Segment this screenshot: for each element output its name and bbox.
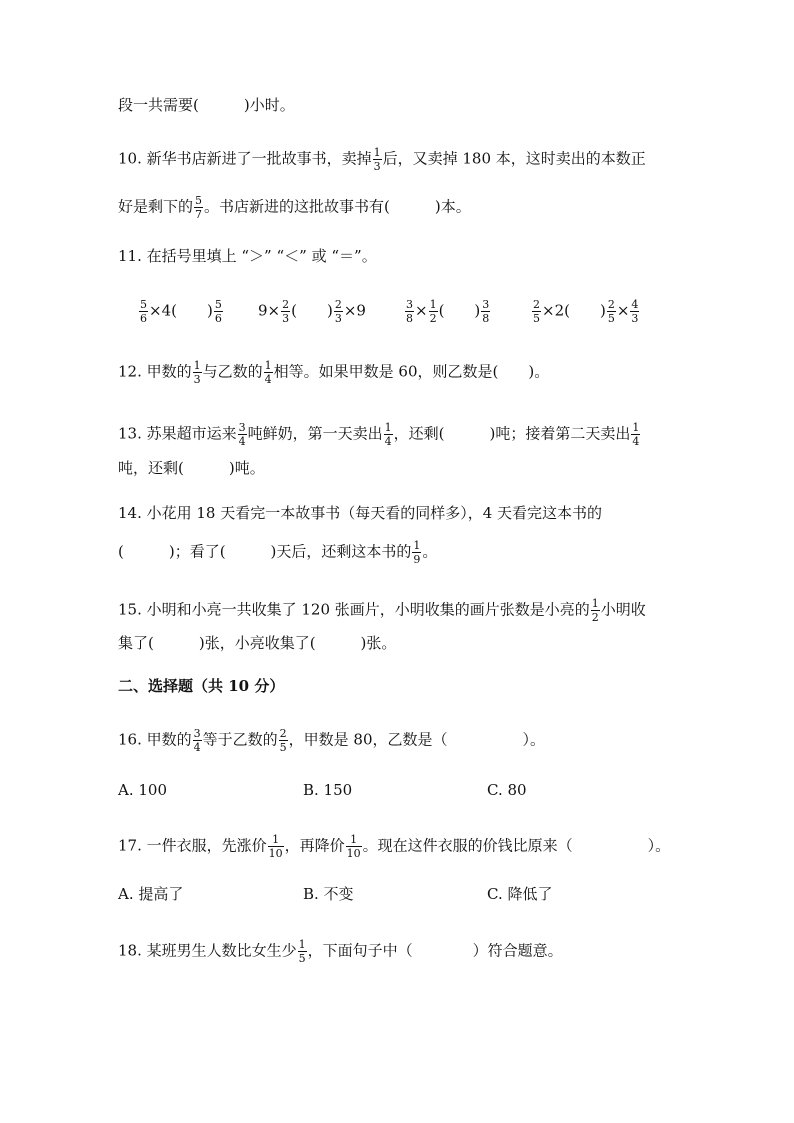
option-b[interactable]: B. 不变 xyxy=(303,885,354,903)
section-heading: 二、选择题（共 10 分） xyxy=(118,677,285,695)
option-a[interactable]: A. 提高了 xyxy=(118,885,184,903)
question-15: 15. 小明和小亮一共收集了 120 张画片，小明收集的画片张数是小亮的 $\frac{1}{2}$ 小明收 xyxy=(118,597,646,624)
question-14: 14. 小花用 18 天看完一本故事书（每天看的同样多），4 天看完这本书的 xyxy=(118,504,603,522)
question-16: 16. 甲数的 $\frac{3}{4}$ 等于乙数的 $\frac{2}{5}$ ，甲数是 80，乙数是（ ）。 xyxy=(118,727,545,754)
compare-item-1: $\frac{5}{6}$ ×4( ) $\frac{5}{6}$ xyxy=(140,298,222,325)
question-14-cont: ( )；看了( )天后，还剩这本书的 $\frac{1}{9}$ 。 xyxy=(118,539,438,566)
compare-item-2: 9× $\frac{2}{3}$ ( ) $\frac{2}{3}$ ×9 xyxy=(258,298,366,325)
question-9-tail: 段一共需要( )小时。 xyxy=(118,96,295,114)
option-a[interactable]: A. 100 xyxy=(118,781,167,799)
question-15-cont: 集了( )张，小亮收集了( )张。 xyxy=(118,634,397,652)
question-11: 11. 在括号里填上 “＞” “＜” 或 “＝”。 xyxy=(118,247,377,265)
question-13: 13. 苏果超市运来 $\frac{3}{4}$ 吨鲜奶，第一天卖出 $\frac{1}{4}$ ，还剩( )吨；接着第二天卖出 $\frac{1}{4}$ xyxy=(118,421,640,448)
question-10-cont: 好是剩下的 $\frac{5}{7}$ 。书店新进的这批故事书有( )本。 xyxy=(118,194,471,221)
question-10: 10. 新华书店新进了一批故事书，卖掉 $\frac{1}{3}$ 后，又卖掉 180 本，这时卖出的本数正 xyxy=(118,146,646,173)
question-12: 12. 甲数的 $\frac{1}{3}$ 与乙数的 $\frac{1}{4}$ 相等。如果甲数是 60，则乙数是( )。 xyxy=(118,359,550,386)
compare-item-3: $\frac{3}{8}$ × $\frac{1}{2}$ ( ) $\frac{3}{8}$ xyxy=(406,298,490,325)
fraction: $\frac{5}{7}$ xyxy=(195,194,203,221)
option-c[interactable]: C. 降低了 xyxy=(487,885,553,903)
option-b[interactable]: B. 150 xyxy=(303,781,353,799)
question-13-cont: 吨，还剩( )吨。 xyxy=(118,459,265,477)
fraction: $\frac{1}{3}$ xyxy=(373,146,381,173)
question-17: 17. 一件衣服，先涨价 $\frac{1}{10}$ ，再降价 $\frac{1}{10}$ 。现在这件衣服的价钱比原来（ ）。 xyxy=(118,833,671,860)
option-c[interactable]: C. 80 xyxy=(487,781,527,799)
compare-item-4: $\frac{2}{5}$ ×2( ) $\frac{2}{5}$ × $\frac{4}{3}$ xyxy=(533,298,639,325)
question-18: 18. 某班男生人数比女生少 $\frac{1}{5}$ ，下面句子中（ ）符合题意。 xyxy=(118,938,563,965)
